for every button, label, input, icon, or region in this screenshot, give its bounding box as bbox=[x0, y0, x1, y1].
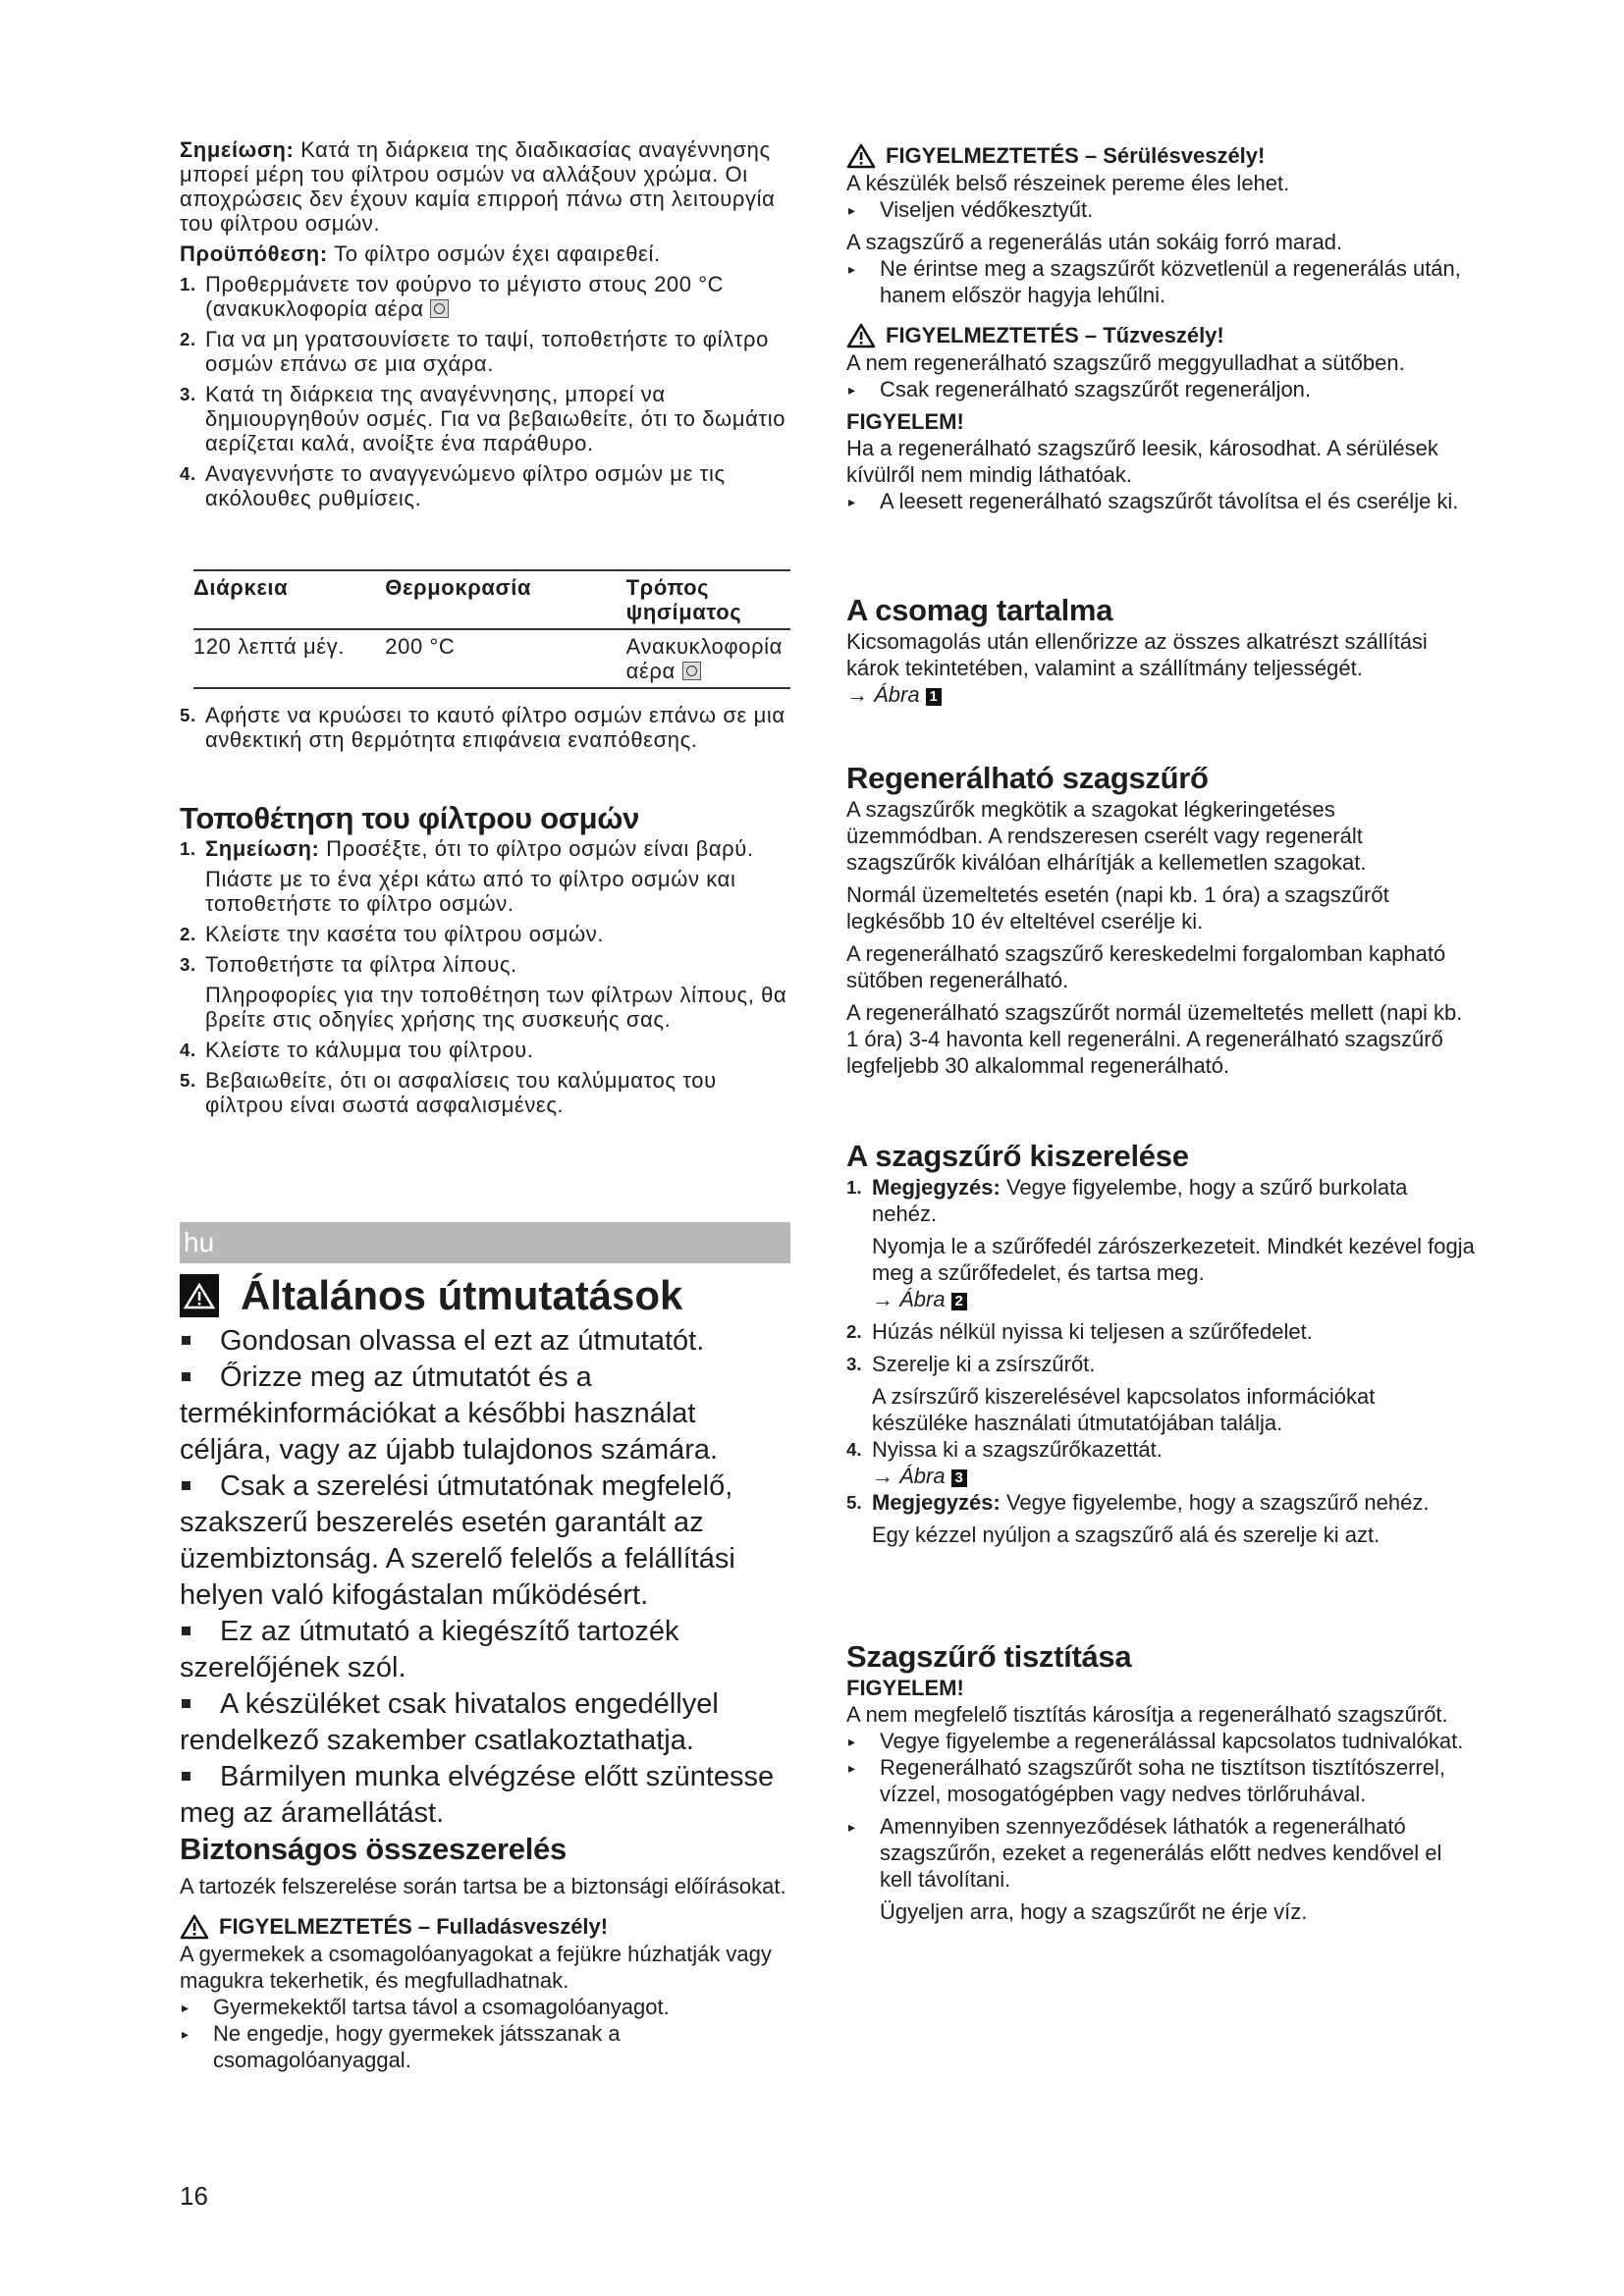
list-item: ▸ Gyermekektől tartsa távol a csomagolóanyagot. bbox=[182, 1995, 670, 2019]
regeneration-note bbox=[180, 137, 793, 510]
list-item: 5. Βεβαιωθείτε, ότι οι ασφαλίσεις του καλύμματος του φίλτρου είναι σωστά ασφαλισμένες. bbox=[180, 1068, 717, 1117]
language-bar: hu bbox=[180, 1222, 790, 1263]
list-item: 3. Szerelje ki a zsírszűrőt. A zsírszűrő kiszerelésével kapcsolatos információkat készüléke használati útmutatójában találja. bbox=[846, 1352, 1376, 1435]
cleaning-section: Szagszűrő tisztítása FIGYELEM! A nem megfelelő tisztítás károsítja a regenerálható szagszűrőt. ▸ Vegye figyelembe a regenerálással kapcsolatos tudnivalókat. ▸ Regenerálható szagszűrőt soha ne tisztítson tisztítószerrel, vízzel, mosogatógépben vagy nedves törlőruhával. ▸ Amennyiben szennyeződések láthatók a regenerálható szagszűrőn, ezeket a regenerálás előtt nedves kendővel el kell távolítani. Ügyeljen arra, hogy a szagszűrőt ne érje víz. bbox=[846, 1639, 1475, 1925]
list-item: 2. Κλείστε την κασέτα του φίλτρου οσμών. bbox=[180, 922, 605, 946]
settings-table: Διάρκεια Θερμοκρασία Τρόπος ψησίματος 120 λεπτά μέγ. 200 °C Ανακυκλοφορία αέρα bbox=[193, 569, 790, 689]
bullet-icon bbox=[182, 1699, 190, 1708]
general-section bbox=[180, 1272, 793, 1832]
warning-icon bbox=[846, 323, 876, 348]
list-item: Ez az útmutató a kiegészítő tartozék szerelőjének szól. bbox=[180, 1616, 679, 1683]
warning-icon bbox=[846, 143, 876, 169]
install-section bbox=[180, 801, 793, 1117]
note-text: Κατά τη διάρκεια της διαδικασίας αναγέννησης μπορεί μέρη του φίλτρου οσμών να αλλάξουν χρώμα. Οι αποχρώσεις δεν έχουν καμία επιρροή πάνω στη λειτουργία του φίλτρου οσμών. bbox=[180, 137, 776, 236]
note-label: Σημείωση: bbox=[180, 137, 295, 162]
list-item: 3. Τοποθετήστε τα φίλτρα λίπους. Πληροφορίες για την τοποθέτηση των φίλτρων λίπους, θα βρείτε στις οδηγίες χρήσης της συσκευής σας. bbox=[180, 952, 787, 1032]
list-item: ▸ Ne érintse meg a szagszűrőt közvetlenül a regenerálás után, hanem először hagyja lehűlni. bbox=[848, 256, 1461, 307]
list-item: 1. Σημείωση: Προσέξτε, ότι το φίλτρο οσμών είναι βαρύ. Πιάστε με το ένα χέρι κάτω από το φίλτρο οσμών και τοποθετήστε το φίλτρο οσμών. bbox=[180, 836, 754, 916]
list-item: 2. Húzás nélkül nyissa ki teljesen a szűrőfedelet. bbox=[846, 1319, 1313, 1344]
bullet-icon bbox=[182, 1772, 190, 1781]
package-section: A csomag tartalma Kicsomagolás után ellenőrizze az összes alkatrészt szállítási károk tekintetében, valamint a szállítmány teljességét. → Ábra 1 bbox=[846, 593, 1475, 708]
list-item: 5. Megjegyzés: Vegye figyelembe, hogy a szagszűrő nehéz. Egy kézzel nyúljon a szagszűrő alá és szerelje ki azt. bbox=[846, 1490, 1430, 1547]
section-title: A szagszűrő kiszerelése bbox=[846, 1139, 1189, 1173]
list-item: 3. Κατά τη διάρκεια της αναγέννησης, μπορεί να δημιουργηθούν οσμές. Για να βεβαιωθείτε, ότι το δωμάτιο αερίζεται καλά, ανοίξτε ένα παράθυρο. bbox=[180, 382, 786, 455]
warning-icon bbox=[180, 1914, 209, 1940]
list-item: Csak a szerelési útmutatónak megfelelő, szakszerű beszerelés esetén garantált az üzembiztonság. A szerelő felelős a felállítási helyen való kifogástalan működésért. bbox=[180, 1470, 735, 1611]
precondition-text: Το φίλτρο οσμών έχει αφαιρεθεί. bbox=[327, 241, 661, 266]
fan-icon bbox=[682, 662, 701, 680]
arrow-bullet-icon: ▸ bbox=[848, 261, 856, 277]
section-title: Regenerálható szagszűrő bbox=[846, 761, 1209, 795]
list-item: Gondosan olvassa el ezt az útmutatót. bbox=[180, 1323, 793, 1360]
list-item: ▸ Ne engedje, hogy gyermekek játsszanak a csomagolóanyaggal. bbox=[182, 2021, 621, 2072]
arrow-bullet-icon: ▸ bbox=[848, 382, 856, 398]
list-item: 1. Προθερμάνετε τον φούρνο το μέγιστο στους 200 °C (ανακυκλοφορία αέρα bbox=[180, 272, 725, 321]
list-item: ▸ Regenerálható szagszűrőt soha ne tisztítson tisztítószerrel, vízzel, mosogatógépben vagy nedves törlőruhával. bbox=[848, 1755, 1445, 1806]
list-item: ▸ Viseljen védőkesztyűt. bbox=[848, 197, 1094, 222]
bullet-icon bbox=[182, 1336, 190, 1345]
figure-number: 1 bbox=[926, 688, 942, 706]
warning-injury: FIGYELMEZTETÉS – Sérülésveszély! A készülék belső részeinek pereme éles lehet. ▸ Viseljen védőkesztyűt. A szagszűrő a regenerálás után sokáig forró marad. ▸ Ne érintse meg a szagszűrőt közvetlenül a regenerálás után, hanem először hagyja lehűlni. FIGYELMEZTETÉS – Tűzveszély! A nem regenerálható szagszűrő meggyulladhat a sütőben. ▸ Csak regenerálható szagszűrőt regeneráljon. FIGYELEM! Ha a regenerálható szagszűrő leesik, károsodhat. A sérülések kívülről nem mindig láthatóak. ▸ A leesett regenerálható szagszűrőt távolítsa el és cserélje ki. bbox=[846, 142, 1475, 514]
section-title: Τοποθέτηση του φίλτρου οσμών bbox=[180, 801, 640, 835]
arrow-bullet-icon: ▸ bbox=[182, 2000, 189, 2015]
list-item: ▸ A leesett regenerálható szagszűrőt távolítsa el és cserélje ki. bbox=[848, 489, 1459, 513]
arrow-bullet-icon: ▸ bbox=[848, 1760, 856, 1776]
section-title: Szagszűrő tisztítása bbox=[846, 1639, 1132, 1674]
regenerable-section: Regenerálható szagszűrő A szagszűrők megkötik a szagokat légkeringetéses üzemmódban. A rendszeresen cserélt vagy regenerált szagszűrők kiválóan elhárítják a kellemetlen szagokat. Normál üzemeltetés esetén (napi kb. 1 óra) a szagszűrőt legkésőbb 10 év elteltével cserélje ki. A regenerálható szagszűrő kereskedelmi forgalomban kapható sütőben regenerálható. A regenerálható szagszűrőt normál üzemeltetés mellett (napi kb. 1 óra) 3-4 havonta kell regenerálni. A regenerálható szagszűrő legfeljebb 30 alkalommal regenerálható. bbox=[846, 761, 1475, 1079]
list-item: 1. Megjegyzés: Vegye figyelembe, hogy a szűrő burkolata nehéz. Nyomja le a szűrőfedél zárószerkezeteit. Mindkét kezével fogja meg a szűrőfedelet, és tartsa meg. → Ábra 2 bbox=[846, 1175, 1475, 1311]
arrow-bullet-icon: ▸ bbox=[848, 494, 856, 509]
bullet-icon bbox=[182, 1627, 190, 1635]
list-item: 4. Αναγεννήστε το αναγγενώμενο φίλτρο οσμών με τις ακόλουθες ρυθμίσεις. bbox=[180, 461, 726, 510]
list-item: ▸ Csak regenerálható szagszűrőt regeneráljon. bbox=[848, 377, 1312, 401]
list-item: Bármilyen munka elvégzése előtt szüntesse meg az áramellátást. bbox=[180, 1761, 775, 1829]
section-title: Általános útmutatások bbox=[241, 1272, 683, 1318]
warning-icon bbox=[180, 1274, 219, 1317]
section-title: A csomag tartalma bbox=[846, 593, 1113, 627]
section-title: Biztonságos összeszerelés bbox=[180, 1832, 567, 1866]
arrow-bullet-icon: ▸ bbox=[848, 1734, 856, 1749]
arrow-bullet-icon: ▸ bbox=[182, 2026, 189, 2042]
list-item: 4. Nyissa ki a szagszűrőkazettát. → Ábra 3 bbox=[846, 1437, 1163, 1488]
list-item: 4. Κλείστε το κάλυμμα του φίλτρου. bbox=[180, 1038, 534, 1062]
settings-table-wrap bbox=[180, 569, 793, 752]
regeneration-steps bbox=[180, 272, 793, 510]
fan-icon bbox=[430, 299, 449, 318]
list-item: ▸ Amennyiben szennyeződések láthatók a regenerálható szagszűrőn, ezeket a regenerálás előtt nedves kendővel el kell távolítani. Ügyeljen arra, hogy a szagszűrőt ne érje víz. bbox=[848, 1814, 1442, 1924]
list-item: A készüléket csak hivatalos engedéllyel rendelkező szakember csatlakoztathatja. bbox=[180, 1688, 719, 1756]
page-number: 16 bbox=[180, 2181, 208, 2211]
bullet-icon bbox=[182, 1481, 190, 1490]
list-item: Őrizze meg az útmutatót és a termékinformációkat a későbbi használat céljára, vagy az újabb tulajdonos számára. bbox=[180, 1362, 719, 1466]
precondition-label: Προϋπόθεση: bbox=[180, 241, 328, 266]
safe-assembly-section: Biztonságos összeszerelés A tartozék felszerelése során tartsa be a biztonsági előírásokat. FIGYELMEZTETÉS – Fulladásveszély! A gyermekek a csomagolóanyagokat a fejükre húzhatják vagy magukra tekerhetik, és megfulladhatnak. ▸ Gyermekektől tartsa távol a csomagolóanyagot. ▸ Ne engedje, hogy gyermekek játsszanak a csomagolóanyaggal. bbox=[180, 1832, 793, 2073]
arrow-bullet-icon: ▸ bbox=[848, 202, 856, 218]
removal-section bbox=[846, 1139, 1475, 1548]
list-item: 5. Αφήστε να κρυώσει το καυτό φίλτρο οσμών επάνω σε μια ανθεκτική στη θερμότητα επιφάνεια εναπόθεσης. bbox=[180, 703, 785, 752]
list-item: 2. Για να μη γρατσουνίσετε το ταψί, τοποθετήστε το φίλτρο οσμών επάνω σε μια σχάρα. bbox=[180, 327, 769, 376]
bullet-icon bbox=[182, 1372, 190, 1381]
list-item: ▸ Vegye figyelembe a regenerálással kapcsolatos tudnivalókat. bbox=[848, 1729, 1464, 1753]
arrow-bullet-icon: ▸ bbox=[848, 1819, 856, 1835]
